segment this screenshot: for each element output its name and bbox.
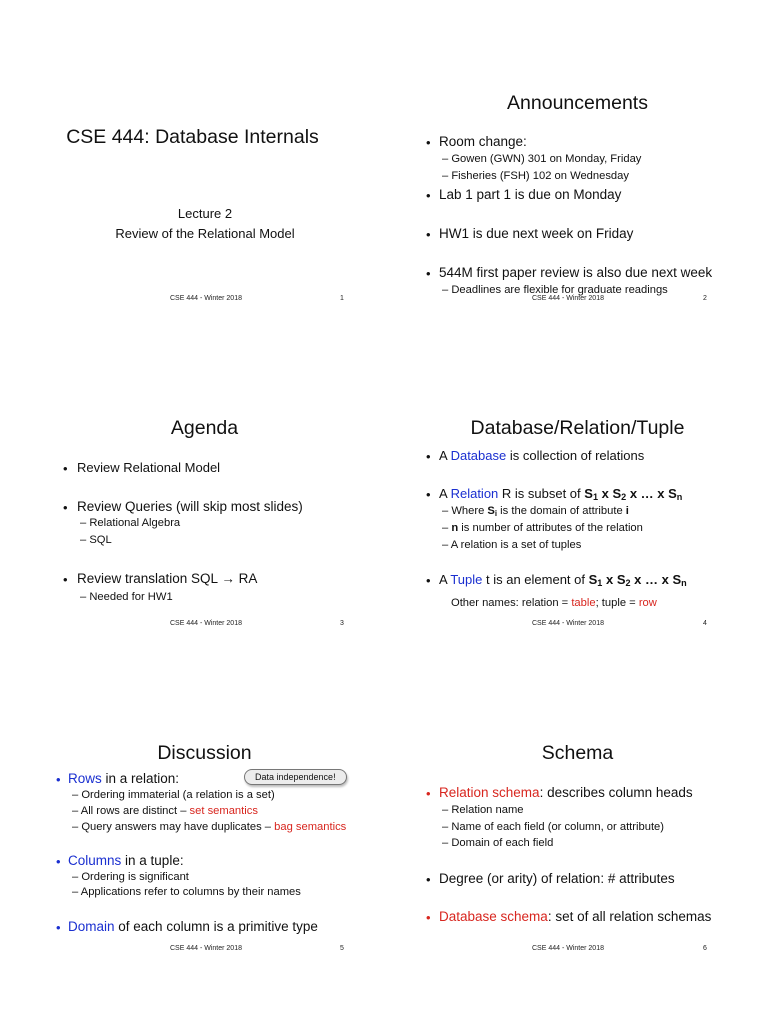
dash-icon: – [72,805,79,817]
dash-icon: – [72,871,79,883]
page-number: 4 [703,620,707,627]
sub-bullet [442,505,629,518]
subscript: 1 [592,492,598,502]
text: is number of attributes of the relation [458,522,643,534]
bullet-text [439,572,687,588]
lecture-number: Lecture 2 [177,206,233,221]
bullet-text: Degree (or arity) of relation: # attributes [439,871,675,886]
text: Where [451,505,488,517]
set-symbol: S [668,486,677,501]
operator: x [602,572,617,587]
bullet-icon: • [63,500,68,515]
keyword-domain: Domain [68,919,115,934]
slide-1 [0,0,385,325]
dash-icon: – [442,804,449,816]
cartesian-product [589,572,687,587]
slide-3 [0,325,385,650]
sub-bullet-text: Gowen (GWN) 301 on Monday, Friday [451,153,642,165]
keyword-database: Database [450,448,507,463]
sub-bullet-text: Relation name [451,804,524,816]
text: All rows are distinct – [80,805,190,817]
text: in a relation: [101,771,180,786]
keyword-rows: Rows [68,771,102,786]
bullet-text: Room change: [439,134,527,149]
keyword-row: row [638,597,657,609]
set-symbol: S [487,505,495,517]
sub-bullet [72,805,258,817]
text: t is an element of [482,572,589,587]
sub-bullet-text: Domain of each field [451,837,554,849]
slide-5 [0,650,385,975]
dash-icon: – [80,591,87,603]
dash-icon: – [72,821,79,833]
bullet-icon: • [63,461,68,476]
slide-6 [385,650,770,975]
sub-bullet-text: Name of each field (or column, or attribute) [451,821,664,833]
sub-bullet-text: SQL [89,534,112,546]
bullet-icon: • [426,910,431,925]
bullet-text [439,486,682,502]
text: is the domain of attribute [497,505,626,517]
text: is collection of relations [506,448,645,463]
sub-bullet [442,170,629,182]
subscript: 2 [625,578,631,588]
sub-bullet [80,517,180,529]
bullet-icon: • [426,573,431,588]
sub-bullet [442,539,581,551]
bullet-text: Review Relational Model [77,460,221,475]
footer-course: CSE 444 - Winter 2018 [532,620,604,627]
bullet-icon: • [426,487,431,502]
sub-bullet-text: Relational Algebra [89,517,181,529]
dash-icon: – [442,284,449,296]
keyword-tuple: Tuple [450,572,483,587]
n-symbol: n [451,522,459,534]
slide-title: Agenda [170,417,239,439]
bullet-icon: • [56,772,61,787]
text: Other names: relation = [451,597,572,609]
sub-bullet [442,522,643,534]
dash-icon: – [442,539,449,551]
bullet-icon: • [426,188,431,203]
keyword-set-semantics: set semantics [189,805,258,817]
attribute-i: i [625,505,629,517]
bullet-text [68,919,318,934]
text: : set of all relation schemas [547,909,712,924]
sub-bullet [80,534,112,546]
other-names [451,597,657,609]
bullet-text [439,448,644,463]
dash-icon: – [442,505,449,517]
dash-icon: – [442,821,449,833]
operator: x … x [626,486,669,501]
slide-title: Announcements [507,92,648,114]
set-symbol: S [588,572,598,587]
keyword-table: table [571,597,596,609]
text: : describes column heads [539,785,693,800]
bullet-icon: • [426,786,431,801]
bullet-text: Review translation SQL → RA [77,571,258,586]
subscript: n [676,492,683,502]
sub-bullet [72,886,301,898]
sub-bullet [72,789,275,801]
bullet-text: HW1 is due next week on Friday [439,226,634,241]
sub-bullet-text: Needed for HW1 [89,591,173,603]
operator: x [598,486,613,501]
subscript: 1 [597,578,603,588]
bullet-text [68,853,184,868]
footer-course: CSE 444 - Winter 2018 [170,945,242,952]
text: A [439,448,451,463]
keyword-database-schema: Database schema [439,909,548,924]
text: A [439,572,451,587]
page-number: 3 [340,620,344,627]
slide-title: Discussion [157,742,252,764]
slide-title: CSE 444: Database Internals [66,126,319,148]
set-symbol: S [616,572,626,587]
keyword-columns: Columns [68,853,122,868]
bullet-text: Review Queries (will skip most slides) [77,499,303,514]
slide-4 [385,325,770,650]
subscript: i [494,509,498,518]
dash-icon: – [442,153,449,165]
slide-2 [385,0,770,325]
text: R is subset of [498,486,585,501]
bullet-text: 544M first paper review is also due next week [439,265,713,280]
sub-bullet-text: Ordering is significant [81,871,189,883]
bullet-text: Lab 1 part 1 is due on Monday [439,187,622,202]
dash-icon: – [442,170,449,182]
bullet-icon: • [426,227,431,242]
bullet-icon: • [426,135,431,150]
set-symbol: S [584,486,593,501]
page-number: 1 [340,295,344,302]
page-number: 6 [703,945,707,952]
subscript: n [681,578,687,588]
dash-icon: – [80,517,87,529]
keyword-relation-schema: Relation schema [439,785,540,800]
page-number: 2 [703,295,707,302]
text: in a tuple: [121,853,184,868]
dash-icon: – [80,534,87,546]
dash-icon: – [72,789,79,801]
bullet-icon: • [426,266,431,281]
footer-course: CSE 444 - Winter 2018 [170,620,242,627]
operator: x … x [630,572,673,587]
sub-bullet-text: Applications refer to columns by their names [80,886,301,898]
sub-bullet [442,804,523,816]
slide-title: Schema [541,742,614,764]
dash-icon: – [442,837,449,849]
bullet-text [439,785,693,800]
subscript: 2 [621,492,627,502]
bullet-icon: • [56,920,61,935]
bullet-icon: • [63,572,68,587]
set-symbol: S [672,572,682,587]
footer-course: CSE 444 - Winter 2018 [532,295,604,302]
sub-bullet [80,591,173,603]
sub-bullet [442,837,553,849]
text: ; tuple = [595,597,639,609]
bullet-icon: • [426,872,431,887]
sub-bullet [72,821,346,833]
text: A relation is a set of tuples [450,539,582,551]
sub-bullet [442,821,664,833]
lecture-subtitle: Review of the Relational Model [115,226,295,241]
sub-bullet-text: Deadlines are flexible for graduate readings [451,284,668,296]
dash-icon: – [72,886,79,898]
page-number: 5 [340,945,344,952]
set-symbol: S [612,486,622,501]
footer-course: CSE 444 - Winter 2018 [170,295,242,302]
bullet-text [439,909,711,924]
cartesian-product [584,486,682,501]
bullet-icon: • [56,854,61,869]
slide-title: Database/Relation/Tuple [470,417,685,439]
keyword-relation: Relation [450,486,499,501]
text: A [439,486,451,501]
data-independence-callout: Data independence! [244,769,347,785]
sub-bullet [442,153,641,165]
dash-icon: – [442,522,449,534]
sub-bullet-text: Fisheries (FSH) 102 on Wednesday [451,170,629,182]
bullet-icon: • [426,449,431,464]
footer-course: CSE 444 - Winter 2018 [532,945,604,952]
sub-bullet-text: Ordering immaterial (a relation is a set) [81,789,275,801]
text: of each column is a primitive type [114,919,318,934]
text: Query answers may have duplicates – [81,821,275,833]
sub-bullet [72,871,189,883]
bullet-text [68,771,179,786]
keyword-bag-semantics: bag semantics [274,821,347,833]
